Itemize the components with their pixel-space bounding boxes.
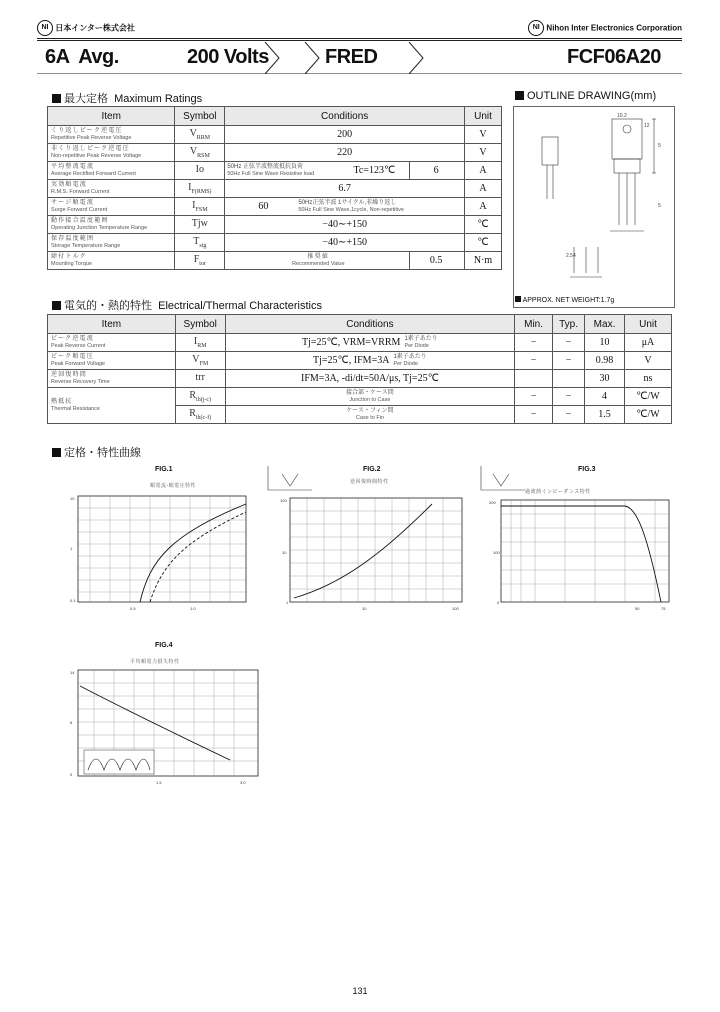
square-bullet-icon	[515, 296, 521, 302]
item-jp: ピーク逆電流	[51, 336, 94, 342]
typ-value	[553, 370, 585, 388]
col-unit: Unit	[465, 107, 502, 126]
symbol	[175, 126, 225, 144]
rated-value: 6	[409, 162, 462, 179]
symbol	[175, 216, 225, 234]
unit: A	[465, 198, 502, 216]
symbol	[175, 370, 225, 388]
unit: A	[465, 162, 502, 180]
unit: A	[465, 180, 502, 198]
symbol-main: trr	[195, 372, 205, 383]
item-en: Surge Forward Current	[51, 207, 108, 213]
svg-text:100: 100	[280, 498, 287, 503]
square-bullet-icon	[52, 94, 61, 103]
square-bullet-icon	[515, 91, 524, 100]
typ-value: −	[553, 352, 585, 370]
symbol	[175, 388, 225, 406]
max-value: 10	[585, 334, 625, 352]
condition	[225, 352, 514, 370]
col-conditions: Conditions	[225, 107, 465, 126]
table-row	[48, 216, 502, 234]
item-en: Repetitive Peak Reverse Voltage	[51, 135, 132, 141]
item-en: Non-repetitive Peak Reverse Voltage	[51, 153, 142, 159]
col-unit: Unit	[624, 315, 671, 334]
symbol-main: Io	[195, 164, 205, 175]
svg-text:12: 12	[644, 123, 650, 129]
fig1-subtitle: 順電流-順電圧特性	[150, 483, 197, 489]
svg-text:14: 14	[70, 670, 75, 675]
max-value: 1.5	[585, 406, 625, 424]
unit: V	[624, 352, 671, 370]
fig4-label: FIG.4	[155, 642, 173, 649]
item-en: R.M.S. Forward Current	[51, 189, 110, 195]
svg-text:10: 10	[282, 550, 287, 555]
symbol-sub: FM	[199, 361, 209, 367]
fig3-graph	[475, 464, 675, 624]
item-en: Mounting Torque	[51, 261, 92, 267]
col-symbol: Symbol	[175, 315, 225, 334]
cond-value: 60	[258, 201, 269, 212]
cond-note-jp: 1素子あたり	[393, 354, 427, 360]
svg-text:10: 10	[70, 496, 75, 501]
item-en: Peak Reverse Current	[51, 343, 106, 349]
rating-current: 6A Avg.	[45, 46, 119, 68]
svg-text:100: 100	[493, 550, 500, 555]
table-row	[48, 144, 502, 162]
max-value: 4	[585, 388, 625, 406]
item-jp: 動作接合温度範囲	[51, 218, 109, 224]
svg-text:3.0: 3.0	[240, 780, 246, 785]
cond-value: Tj=25℃, IFM=3A	[313, 355, 390, 366]
max-ratings-title-en: Maximum Ratings	[114, 93, 203, 105]
fig1-label: FIG.1	[155, 466, 173, 473]
page-number: 131	[352, 986, 368, 996]
symbol-main: V	[192, 354, 200, 365]
fig2-label: FIG.2	[363, 466, 381, 473]
cond-note-jp: 50Hz正弦半波 1サイクル,非繰り返し	[298, 200, 397, 206]
device-type: FRED	[325, 46, 378, 68]
net-weight	[515, 296, 614, 304]
item-en: Thermal Resistance	[51, 406, 100, 412]
item-jp: 平均整流電流	[51, 164, 95, 170]
table-row	[48, 198, 502, 216]
curves-title: 定格・特性曲線	[64, 447, 141, 459]
svg-text:1: 1	[70, 546, 73, 551]
symbol-main: R	[189, 408, 196, 419]
svg-text:0: 0	[70, 772, 73, 777]
condition: 200	[225, 126, 465, 144]
header-logo-left	[37, 20, 135, 36]
net-weight-text: APPROX. NET WEIGHT:1.7g	[522, 297, 615, 304]
symbol-main: V	[189, 128, 197, 139]
unit: ns	[624, 370, 671, 388]
svg-text:2.54: 2.54	[566, 253, 576, 259]
condition	[225, 388, 514, 406]
svg-text:0.5: 0.5	[130, 606, 136, 611]
header-logo-right	[528, 20, 682, 36]
cond-note-jp: ケース・フィン間	[346, 408, 394, 414]
fig3-label: FIG.3	[578, 466, 596, 473]
min-value: −	[515, 352, 553, 370]
cond-value: Tc=123℃	[353, 165, 396, 176]
symbol	[175, 234, 225, 252]
table-row	[48, 234, 502, 252]
min-value: −	[515, 388, 553, 406]
condition: −40∼+150	[225, 234, 465, 252]
min-value: −	[515, 406, 553, 424]
electrical-title-en: Electrical/Thermal Characteristics	[158, 300, 322, 312]
cond-note-en: 50Hz Full Sine Wave,1cycle, Non-repetitive	[298, 207, 404, 213]
condition	[225, 162, 465, 180]
symbol	[175, 144, 225, 162]
col-item: Item	[48, 107, 175, 126]
item-jp: 熱抵抗	[51, 399, 73, 405]
svg-text:1: 1	[286, 600, 289, 605]
cond-note-en: Case to Fin	[355, 415, 384, 421]
condition: IFM=3A, -di/dt=50A/μs, Tj=25℃	[225, 370, 514, 388]
max-ratings-title-jp: 最大定格	[64, 93, 108, 105]
cond-note-jp: 50Hz 正弦半波整流抵抗負荷	[227, 164, 303, 170]
cond-note-en: 50Hz Full Sine Wave Resistive load	[227, 171, 315, 177]
symbol-sub: RSM	[197, 153, 210, 159]
electrical-table	[47, 314, 672, 424]
rating-voltage: 200 Volts	[187, 46, 269, 68]
typ-value: −	[553, 334, 585, 352]
rated-value: 0.5	[409, 252, 462, 269]
symbol-sub: stg	[199, 243, 207, 249]
svg-text:5: 5	[658, 203, 661, 209]
item-jp: 保存温度範囲	[51, 236, 95, 242]
item-jp: サージ順電流	[51, 200, 95, 206]
symbol-sub: tor	[199, 261, 206, 267]
outline-heading	[515, 90, 656, 102]
condition	[225, 334, 514, 352]
svg-text:0: 0	[497, 600, 500, 605]
unit: N·m	[465, 252, 502, 270]
ni-logo-icon-right: NI	[528, 20, 544, 36]
item-jp: 締付トルク	[51, 254, 87, 260]
symbol-main: Tjw	[191, 218, 208, 229]
symbol-main: I	[192, 200, 196, 211]
svg-text:75: 75	[661, 606, 666, 611]
table-row	[48, 180, 502, 198]
condition	[225, 198, 465, 216]
fig2-graph	[262, 464, 467, 624]
max-ratings-table	[47, 106, 502, 270]
ni-logo-icon: NI	[37, 20, 53, 36]
cond-value: Tj=25℃, VRM=VRRM	[302, 337, 401, 348]
item-jp: 非くり返しピーク逆電圧	[51, 146, 130, 152]
outline-title: OUTLINE DRAWING(mm)	[527, 90, 657, 102]
item-en: Peak Forward Voltage	[51, 361, 106, 367]
symbol-main: I	[193, 336, 198, 347]
unit: ℃/W	[624, 406, 671, 424]
svg-text:200: 200	[489, 500, 496, 505]
typ-value: −	[553, 406, 585, 424]
condition: 220	[225, 144, 465, 162]
max-value: 30	[585, 370, 625, 388]
col-conditions: Conditions	[225, 315, 514, 334]
part-number: FCF06A20	[567, 46, 661, 68]
svg-text:10: 10	[362, 606, 367, 611]
symbol-sub: th(c-f)	[195, 415, 212, 421]
cond-note-en: Recommended Value	[292, 261, 345, 267]
item-en: Average Rectified Forward Current	[51, 171, 136, 177]
item-jp: 逆回復時間	[51, 372, 88, 378]
min-value: −	[515, 334, 553, 352]
square-bullet-icon	[52, 448, 61, 457]
unit: ℃	[465, 216, 502, 234]
company-name-en: Nihon Inter Electronics Corporation	[546, 23, 682, 33]
svg-text:1.0: 1.0	[190, 606, 196, 611]
col-min: Min.	[515, 315, 553, 334]
cond-note-en: Junction to Case	[349, 397, 391, 403]
symbol-main: F	[193, 254, 200, 265]
condition	[225, 406, 514, 424]
svg-text:5: 5	[658, 143, 661, 149]
col-item: Item	[48, 315, 176, 334]
item-jp: 実効順電流	[51, 182, 88, 188]
item-en: Reverse Recovery Time	[51, 379, 110, 385]
symbol	[175, 162, 225, 180]
col-symbol: Symbol	[175, 107, 225, 126]
table-row	[48, 162, 502, 180]
svg-text:1.5: 1.5	[156, 780, 162, 785]
symbol	[175, 334, 225, 352]
symbol	[175, 352, 225, 370]
svg-text:0.1: 0.1	[70, 598, 76, 603]
symbol-sub: RRM	[196, 135, 211, 141]
table-row	[48, 370, 672, 388]
fig3-subtitle: 過渡熱インピーダンス特性	[525, 489, 591, 495]
cond-note-en: Per Diode	[404, 343, 429, 349]
svg-text:50: 50	[635, 606, 640, 611]
item-en: Operating Junction Temperature Range	[51, 225, 148, 231]
min-value	[515, 370, 553, 388]
electrical-heading	[52, 297, 322, 313]
fig4-graph	[70, 664, 270, 794]
condition	[225, 252, 465, 270]
company-name-jp: 日本インター株式会社	[55, 23, 135, 33]
item-en: Storage Temperature Range	[51, 243, 121, 249]
table-row	[48, 252, 502, 270]
curves-heading	[52, 444, 141, 460]
table-row	[48, 352, 672, 370]
symbol-main: I	[188, 182, 192, 193]
item-jp: ピーク順電圧	[51, 354, 94, 360]
max-value: 0.98	[585, 352, 625, 370]
symbol-main: V	[189, 146, 198, 157]
title-band	[37, 42, 682, 74]
unit: ℃	[465, 234, 502, 252]
table-row	[48, 334, 672, 352]
electrical-title-jp: 電気的・熱的特性	[64, 300, 152, 312]
cond-note-jp: 推奨値	[307, 254, 330, 260]
item-jp: くり返しピーク逆電圧	[51, 128, 123, 134]
condition: −40∼+150	[225, 216, 465, 234]
symbol-sub: th(j-c)	[196, 397, 212, 403]
symbol-sub: FSM	[195, 207, 208, 213]
symbol	[175, 406, 225, 424]
symbol	[175, 198, 225, 216]
unit: μA	[624, 334, 671, 352]
svg-text:10.2: 10.2	[617, 113, 627, 119]
table-row	[48, 126, 502, 144]
max-ratings-heading	[52, 90, 202, 106]
unit: V	[465, 144, 502, 162]
symbol	[175, 252, 225, 270]
condition: 6.7	[225, 180, 465, 198]
cond-note-jp: 1素子あたり	[404, 336, 438, 342]
fig1-graph	[70, 490, 255, 625]
svg-text:6: 6	[70, 720, 73, 725]
unit: ℃/W	[624, 388, 671, 406]
symbol	[175, 180, 225, 198]
col-max: Max.	[585, 315, 625, 334]
symbol-sub: RM	[197, 343, 207, 349]
svg-text:100: 100	[452, 606, 459, 611]
unit: V	[465, 126, 502, 144]
outline-drawing	[514, 107, 674, 307]
fig4-subtitle: 平均順電力損失特性	[130, 659, 180, 665]
outline-drawing-box	[513, 106, 675, 308]
symbol-main: T	[193, 236, 200, 247]
square-bullet-icon	[52, 301, 61, 310]
fig2-subtitle: 逆回復時間特性	[350, 479, 389, 485]
symbol-main: R	[189, 390, 197, 401]
col-typ: Typ.	[553, 315, 585, 334]
typ-value: −	[553, 388, 585, 406]
symbol-sub: F(RMS)	[191, 189, 212, 195]
cond-note-jp: 接合部・ケース間	[346, 390, 394, 396]
table-row	[48, 388, 672, 406]
cond-note-en: Per Diode	[393, 361, 418, 367]
